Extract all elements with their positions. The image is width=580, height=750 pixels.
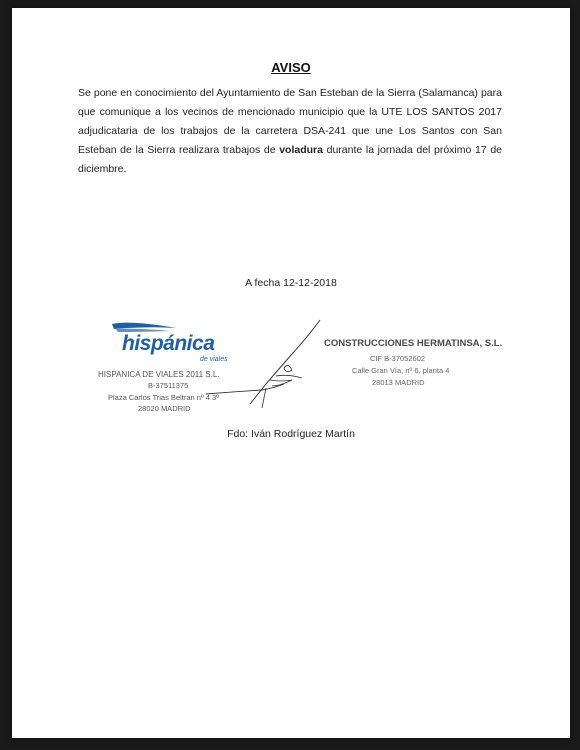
- hispanica-company-name: HISPANICA DE VIALES 2011 S.L.: [98, 370, 220, 379]
- notice-title: AVISO: [271, 60, 311, 75]
- notice-body-bold: voladura: [279, 144, 323, 156]
- hispanica-logo-subtext: de viales: [200, 356, 228, 363]
- notice-body-text-1: Se pone en conocimiento del Ayuntamiento de San Esteban de la Sierra (Salamanca) para que comunique a los vecinos de mencionado municipio que la UTE LOS SANTOS 2017 adjudicataria de los trabajos de la carretera DSA-241 que une Los Santos con San Esteban de la Sierra realizara trabajos de: [78, 87, 502, 156]
- document-page: [12, 8, 570, 738]
- hispanica-city: 28020 MADRID: [138, 404, 191, 413]
- hermatinsa-company-name: CONSTRUCCIONES HERMATINSA, S.L.: [324, 338, 503, 349]
- signer-line: Fdo: Iván Rodríguez Martín: [227, 428, 355, 440]
- hermatinsa-address: Calle Gran Vía, nº 6, planta 4: [352, 366, 450, 375]
- hermatinsa-city: 28013 MADRID: [372, 378, 425, 387]
- hispanica-address: Plaza Carlos Trias Beltran nº 4 3º: [108, 393, 219, 402]
- hispanica-cif: B-37511375: [148, 381, 189, 390]
- hispanica-logo-text: hispánica: [122, 332, 215, 355]
- notice-body-text-2: durante la jornada del próximo 17 de diciembre.: [78, 144, 502, 175]
- date-line: A fecha 12-12-2018: [245, 277, 337, 289]
- handwritten-signature: [192, 314, 332, 414]
- hermatinsa-cif: CIF B-37052602: [370, 354, 426, 363]
- notice-body: [78, 84, 502, 179]
